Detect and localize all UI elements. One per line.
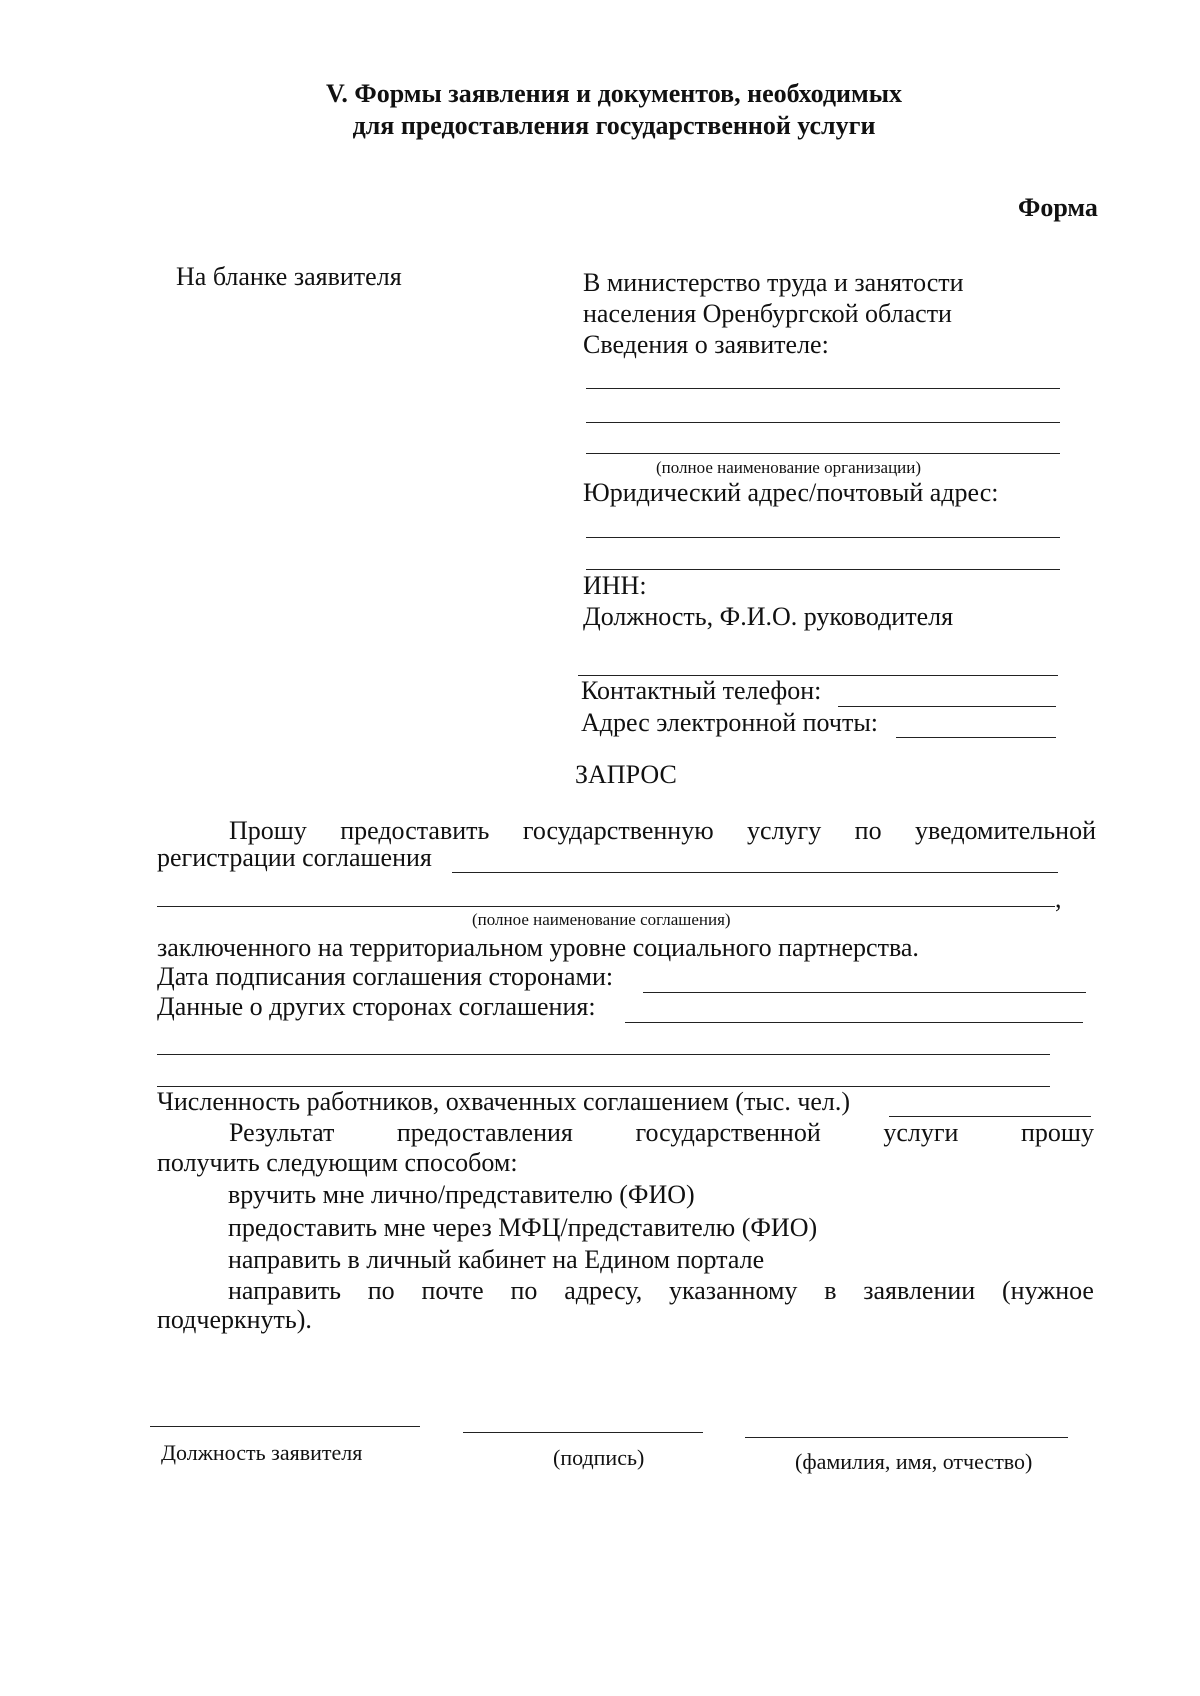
option4-word: направить (228, 1276, 341, 1305)
applicant-info-label: Сведения о заявителе: (583, 330, 829, 359)
email-label: Адрес электронной почты: (581, 708, 879, 737)
option4-word: адресу, (564, 1276, 643, 1305)
recipient-line1: В министерство труда и занятости (583, 268, 964, 297)
result-word: предоставления (396, 1118, 573, 1147)
letterhead-note: На бланке заявителя (176, 262, 402, 291)
result-paragraph-line2: получить следующим способом: (157, 1148, 518, 1177)
result-paragraph-line1 (229, 1118, 1094, 1148)
agreement-caption: (полное наименование соглашения) (472, 910, 731, 929)
option4-word: по (510, 1276, 538, 1305)
request-title: ЗАПРОС (575, 760, 677, 789)
p1-word: услугу (747, 816, 822, 845)
org-name-line-1[interactable] (586, 388, 1060, 389)
address-label: Юридический адрес/почтовый адрес: (583, 478, 999, 507)
head-label: Должность, Ф.И.О. руководителя (583, 602, 954, 631)
delivery-option-1: вручить мне лично/представителю (ФИО) (228, 1180, 695, 1209)
delivery-option-4 (228, 1276, 1094, 1306)
p1-word: по (854, 816, 882, 845)
section-title-line2: для предоставления государственной услуги (352, 111, 876, 140)
p1-word: предоставить (340, 816, 490, 845)
request-paragraph-line1 (229, 816, 1096, 846)
agreement-name-line-2[interactable] (157, 906, 1055, 907)
p1-word: уведомительной (915, 816, 1096, 845)
email-field[interactable] (896, 737, 1056, 738)
org-name-line-2[interactable] (586, 422, 1060, 423)
position-signature-line[interactable] (150, 1426, 420, 1427)
result-word: услуги (883, 1118, 959, 1147)
delivery-option-2: предоставить мне через МФЦ/представителю (ФИО) (228, 1213, 818, 1242)
recipient-line2: населения Оренбургской области (583, 299, 952, 328)
other-parties-label: Данные о других сторонах соглашения: (157, 992, 596, 1021)
org-name-caption: (полное наименование организации) (656, 458, 922, 477)
agreement-name-line-1[interactable] (452, 872, 1058, 873)
signature-line[interactable] (463, 1432, 703, 1433)
workers-label: Численность работников, охваченных соглашением (тыс. чел.) (157, 1087, 851, 1116)
sign-date-label: Дата подписания соглашения сторонами: (157, 962, 614, 991)
option4-word: указанному (669, 1276, 798, 1305)
result-word: государственной (635, 1118, 821, 1147)
phone-label: Контактный телефон: (581, 676, 822, 705)
option4-word: почте (421, 1276, 484, 1305)
other-parties-field-2[interactable] (157, 1054, 1050, 1055)
delivery-option-4-line2: подчеркнуть). (157, 1305, 312, 1334)
option4-word: заявлении (863, 1276, 976, 1305)
address-line-1[interactable] (586, 537, 1060, 538)
address-line-2[interactable] (586, 569, 1060, 570)
concluded-text: заключенного на территориальном уровне социального партнерства. (157, 933, 919, 962)
agreement-comma: , (1055, 884, 1062, 913)
inn-label: ИНН: (583, 571, 647, 600)
full-name-label: (фамилия, имя, отчество) (795, 1449, 1033, 1474)
position-label: Должность заявителя (161, 1440, 363, 1465)
p1-word: государственную (522, 816, 714, 845)
workers-field[interactable] (889, 1116, 1091, 1117)
option4-word: по (367, 1276, 395, 1305)
phone-field[interactable] (838, 706, 1056, 707)
delivery-option-3: направить в личный кабинет на Едином портале (228, 1245, 765, 1274)
other-parties-field-1[interactable] (625, 1022, 1083, 1023)
result-word: Результат (229, 1118, 335, 1147)
org-name-line-3[interactable] (586, 453, 1060, 454)
request-paragraph-line2: регистрации соглашения (157, 843, 432, 872)
p1-word: Прошу (229, 816, 307, 845)
result-word: прошу (1021, 1118, 1094, 1147)
option4-word: в (824, 1276, 837, 1305)
signature-label: (подпись) (553, 1445, 645, 1470)
section-title-line1: V. Формы заявления и документов, необходимых (325, 79, 903, 108)
option4-word: (нужное (1002, 1276, 1094, 1305)
full-name-signature-line[interactable] (745, 1437, 1068, 1438)
form-label: Форма (1018, 193, 1098, 222)
sign-date-field[interactable] (643, 992, 1086, 993)
